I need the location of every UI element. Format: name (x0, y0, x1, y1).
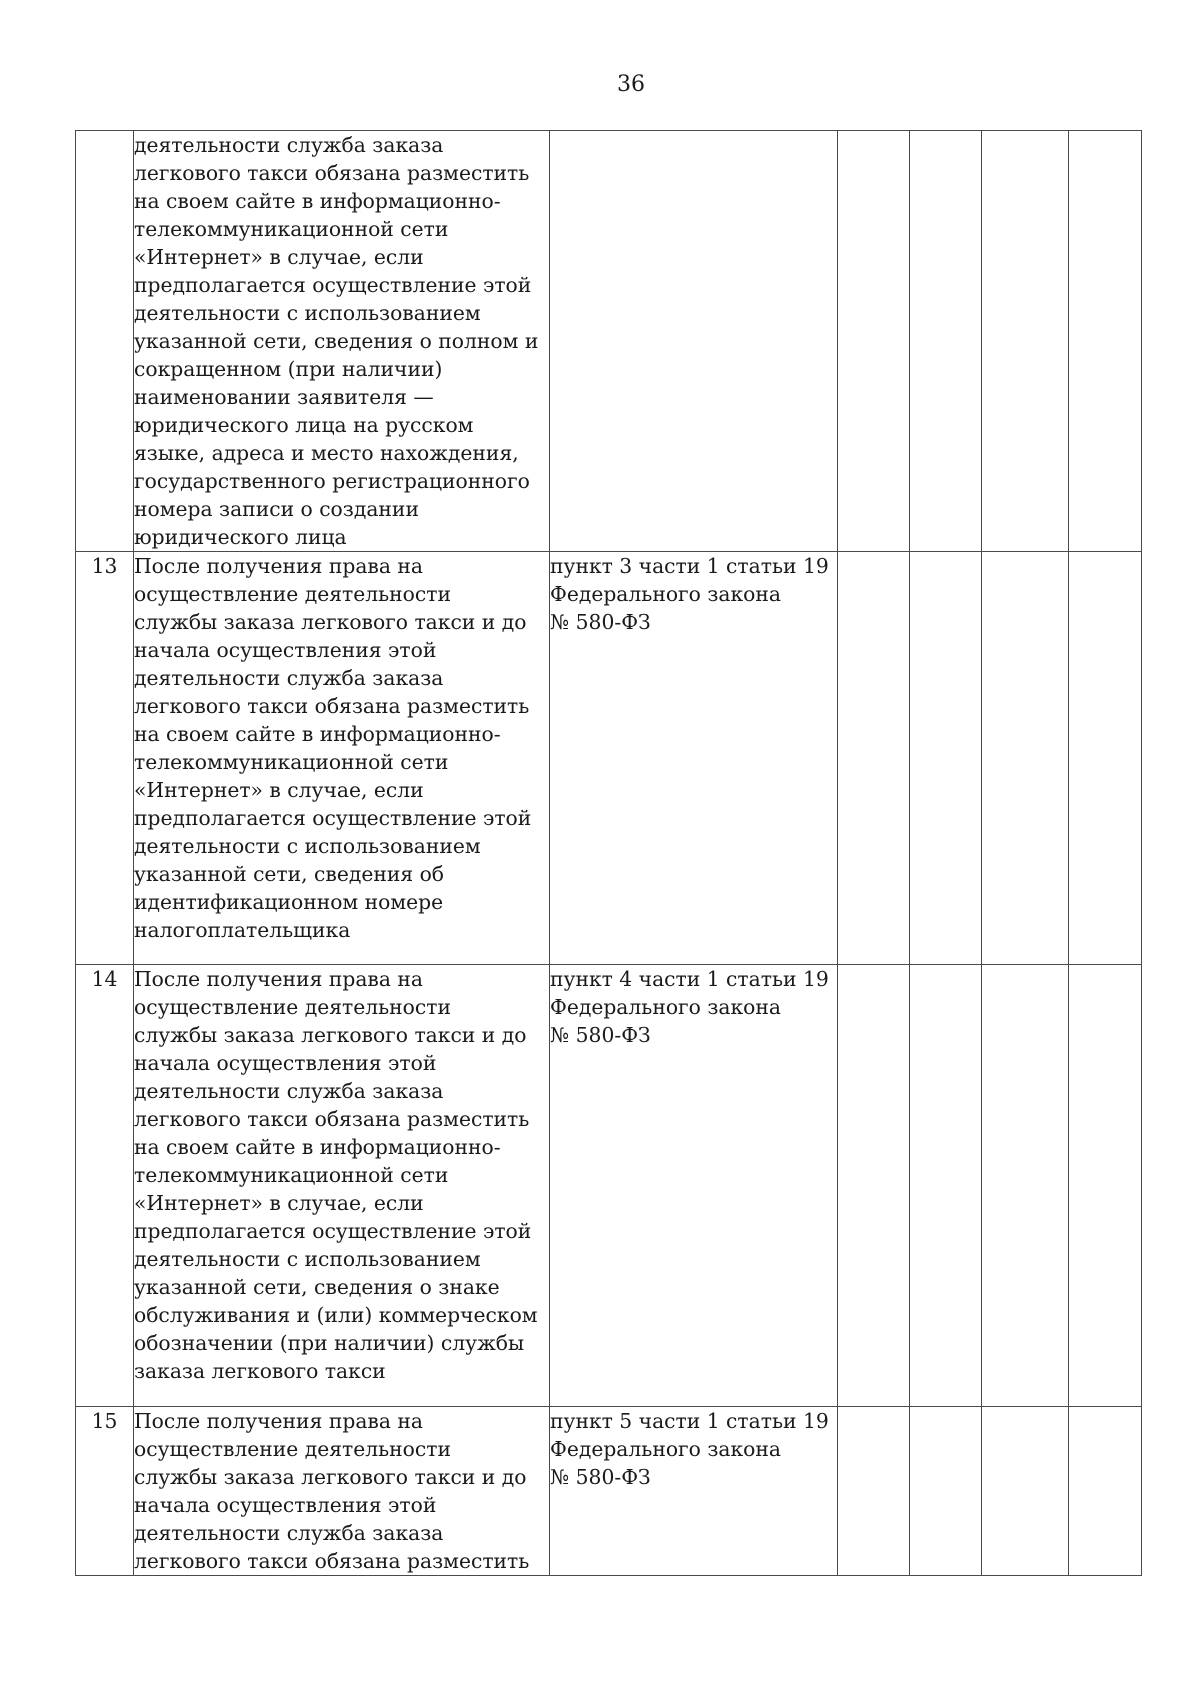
table-row (76, 1407, 1142, 1576)
row-number (76, 131, 134, 552)
requirement-text: После получения права на осуществление деятельности службы заказа легкового такси и до начала осуществления этой деятельности служба заказа легкового такси обязана разместить на своем сайте в информационно- телекоммуникационной сети «Интернет» в случае, если предполагается осуществление этой деятельности с использованием указанной сети, сведения об идентификационном номере налогоплательщика (134, 552, 550, 965)
empty-cell (1069, 131, 1142, 552)
row-number: 15 (76, 1407, 134, 1576)
requirement-text: После получения права на осуществление деятельности службы заказа легкового такси и до начала осуществления этой деятельности служба заказа легкового такси обязана разместить (134, 1407, 550, 1576)
empty-cell (910, 1407, 982, 1576)
table-row (76, 965, 1142, 1407)
empty-cell (982, 965, 1069, 1407)
legal-reference: пункт 4 части 1 статьи 19 Федерального закона № 580-ФЗ (550, 965, 838, 1407)
empty-cell (1069, 965, 1142, 1407)
empty-cell (910, 552, 982, 965)
empty-cell (838, 965, 910, 1407)
empty-cell (1069, 552, 1142, 965)
empty-cell (838, 131, 910, 552)
requirement-text: деятельности служба заказа легкового такси обязана разместить на своем сайте в информационно- телекоммуникационной сети «Интернет» в случае, если предполагается осуществление этой деятельности с использованием указанной сети, сведения о полном и сокращенном (при наличии) наименовании заявителя — юридического лица на русском языке, адреса и место нахождения, государственного регистрационного номера записи о создании юридического лица (134, 131, 550, 552)
empty-cell (982, 552, 1069, 965)
page-number: 36 (617, 72, 645, 97)
legal-reference (550, 131, 838, 552)
empty-cell (982, 131, 1069, 552)
table-row (76, 552, 1142, 965)
legal-reference: пункт 3 части 1 статьи 19 Федерального закона № 580-ФЗ (550, 552, 838, 965)
row-number: 13 (76, 552, 134, 965)
requirement-text: После получения права на осуществление деятельности службы заказа легкового такси и до начала осуществления этой деятельности служба заказа легкового такси обязана разместить на своем сайте в информационно- телекоммуникационной сети «Интернет» в случае, если предполагается осуществление этой деятельности с использованием указанной сети, сведения о знаке обслуживания и (или) коммерческом обозначении (при наличии) службы заказа легкового такси (134, 965, 550, 1407)
legal-reference: пункт 5 части 1 статьи 19 Федерального закона № 580-ФЗ (550, 1407, 838, 1576)
empty-cell (838, 1407, 910, 1576)
row-number: 14 (76, 965, 134, 1407)
table-row (76, 131, 1142, 552)
empty-cell (982, 1407, 1069, 1576)
requirements-table (75, 130, 1142, 1576)
empty-cell (1069, 1407, 1142, 1576)
empty-cell (910, 131, 982, 552)
empty-cell (910, 965, 982, 1407)
empty-cell (838, 552, 910, 965)
